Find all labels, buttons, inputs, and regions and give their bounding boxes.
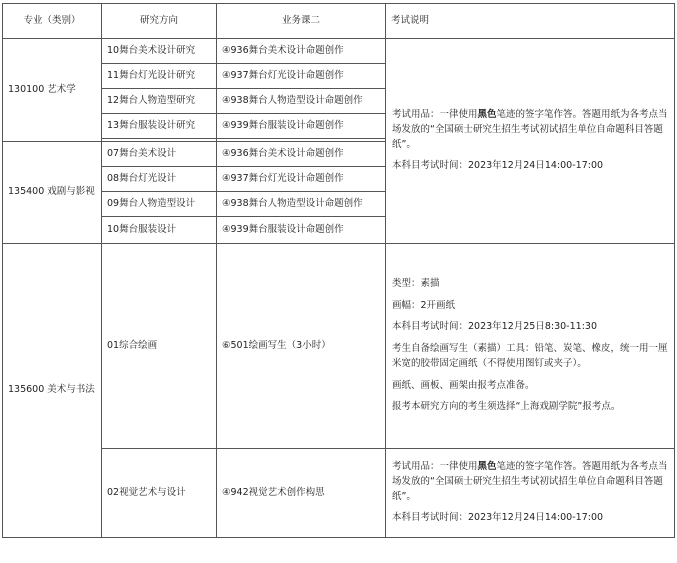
course-cell: ④939舞台服装设计命题创作 [217, 114, 386, 139]
course-cell: ④937舞台灯光设计命题创作 [217, 167, 386, 192]
course-cell: ④937舞台灯光设计命题创作 [217, 64, 386, 89]
direction-cell: 13舞台服装设计研究 [102, 114, 217, 139]
exam-table [2, 3, 675, 538]
header-course: 业务课二 [217, 4, 386, 39]
note-text: 考试用品：一律使用 [392, 461, 478, 473]
painting-note-cell [386, 244, 675, 449]
note-venue: 报考本研究方向的考生须选择“上海戏剧学院”报考点。 [392, 401, 621, 413]
table-row [3, 449, 675, 538]
course-cell: ④942视觉艺术创作构思 [217, 449, 386, 538]
visual-note-time: 本科目考试时间：2023年12月24日14:00-17:00 [392, 512, 604, 524]
shared-note-cell [386, 39, 675, 244]
direction-cell: 10舞台美术设计研究 [102, 39, 217, 64]
header-note: 考试说明 [386, 4, 675, 39]
table-row [3, 39, 675, 64]
major-cell: 130100 艺术学 [3, 39, 102, 142]
course-cell: ④938舞台人物造型设计命题创作 [217, 192, 386, 217]
header-major: 专业（类别） [3, 4, 102, 39]
note-text: 笔迹的签字笔作答。答题用纸为各考点当场发放的“全国硕士研究生招生考试初试招生单位自命题科目答题纸”。 [392, 461, 668, 502]
note-format: 画幅：2开画纸 [392, 299, 456, 311]
note-bold-text: 黑色 [477, 461, 497, 473]
course-cell: ⑥501绘画写生（3小时） [217, 244, 386, 449]
exam-table-container [2, 3, 675, 538]
header-row [3, 4, 675, 39]
course-cell: ④938舞台人物造型设计命题创作 [217, 89, 386, 114]
shared-note-time: 本科目考试时间：2023年12月24日14:00-17:00 [392, 160, 604, 172]
note-text: 笔迹的签字笔作答。答题用纸为各考点当场发放的“全国硕士研究生招生考试初试招生单位自命题科目答题纸”。 [392, 109, 668, 150]
major-cell: 135600 美术与书法 [3, 244, 102, 538]
direction-cell: 11舞台灯光设计研究 [102, 64, 217, 89]
course-cell: ④936舞台美术设计命题创作 [217, 142, 386, 167]
note-type: 类型：素描 [392, 277, 440, 289]
direction-cell: 01综合绘画 [102, 244, 217, 449]
direction-cell: 12舞台人物造型研究 [102, 89, 217, 114]
course-cell: ④936舞台美术设计命题创作 [217, 39, 386, 64]
major-cell: 135400 戏剧与影视 [3, 142, 102, 244]
note-bold-text: 黑色 [477, 109, 497, 121]
note-time: 本科目考试时间：2023年12月25日8:30-11:30 [392, 321, 597, 333]
note-materials: 画纸、画板、画架由报考点准备。 [392, 379, 535, 391]
direction-cell: 02视觉艺术与设计 [102, 449, 217, 538]
direction-cell: 10舞台服装设计 [102, 217, 217, 244]
direction-cell: 09舞台人物造型设计 [102, 192, 217, 217]
note-text: 考试用品：一律使用 [392, 109, 478, 121]
course-cell: ④939舞台服装设计命题创作 [217, 217, 386, 244]
table-row [3, 244, 675, 449]
direction-cell: 08舞台灯光设计 [102, 167, 217, 192]
shared-note-supplies [392, 108, 668, 152]
visual-note-cell [386, 449, 675, 538]
direction-cell: 07舞台美术设计 [102, 142, 217, 167]
header-direction: 研究方向 [102, 4, 217, 39]
note-tools: 考生自备绘画写生（素描）工具：铅笔、炭笔、橡皮，统一用一厘米宽的胶带固定画纸（不得使用图钉或夹子）。 [392, 343, 668, 369]
visual-note-supplies [392, 460, 668, 504]
